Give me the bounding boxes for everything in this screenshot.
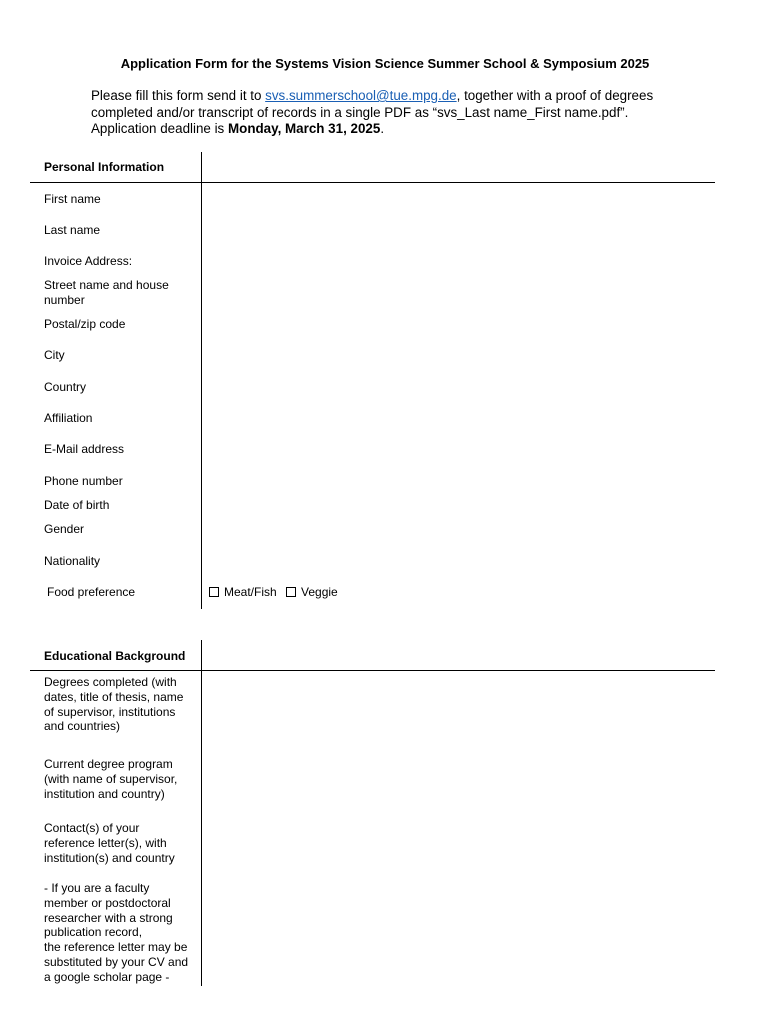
- current-line-3: institution and country): [44, 786, 165, 801]
- education-header-rule: [30, 670, 715, 671]
- label-reference-contacts: [44, 821, 175, 865]
- deadline-date: Monday, March 31, 2025: [227, 121, 381, 136]
- label-street: [44, 278, 169, 308]
- label-current-degree: [44, 757, 177, 801]
- note-line-2: member or postdoctoral: [44, 895, 171, 910]
- label-degrees-completed: [44, 675, 183, 734]
- veggie-label: Veggie: [301, 585, 338, 599]
- label-invoice-address: Invoice Address:: [44, 254, 133, 268]
- label-nationality: Nationality: [44, 554, 101, 568]
- contacts-line-2: reference letter(s), with: [44, 835, 167, 850]
- intro-suffix: , together with a proof of degrees: [456, 88, 654, 103]
- personal-header-rule: [30, 182, 715, 183]
- label-gender: Gender: [44, 522, 85, 536]
- label-postal-code: Postal/zip code: [44, 317, 126, 331]
- deadline-prefix: Application deadline is: [91, 121, 228, 136]
- label-affiliation: Affiliation: [44, 411, 93, 425]
- degrees-line-3: of supervisor, institutions: [44, 704, 176, 719]
- veggie-option[interactable]: [286, 585, 338, 599]
- veggie-checkbox[interactable]: [286, 587, 296, 597]
- label-country: Country: [44, 380, 87, 394]
- intro-line-2: completed and/or transcript of records in a single PDF as “svs_Last name_First name.pdf”.: [91, 104, 629, 120]
- contacts-line-3: institution(s) and country: [44, 850, 175, 865]
- contacts-line-1: Contact(s) of your: [44, 821, 140, 835]
- label-food-preference: Food preference: [47, 585, 136, 599]
- intro-line-3: [91, 121, 653, 138]
- email-link[interactable]: svs.summerschool@tue.mpg.de: [265, 88, 457, 103]
- intro-prefix: Please fill this form send it to: [91, 88, 266, 103]
- intro-line-1: [91, 88, 653, 105]
- label-date-of-birth: Date of birth: [44, 498, 110, 512]
- deadline-suffix: .: [380, 121, 385, 136]
- note-line-1: - If you are a faculty: [44, 881, 150, 895]
- label-street-line-2: number: [44, 292, 85, 307]
- personal-table-divider: [201, 152, 202, 609]
- label-street-line-1: Street name and house: [44, 278, 169, 292]
- label-email: E-Mail address: [44, 442, 125, 456]
- note-line-5: the reference letter may be: [44, 940, 188, 955]
- reference-note: [44, 881, 188, 985]
- education-table-divider: [201, 640, 202, 986]
- meat-fish-label: Meat/Fish: [224, 585, 277, 599]
- current-line-1: Current degree program: [44, 757, 173, 771]
- label-city: City: [44, 348, 65, 362]
- meat-fish-checkbox[interactable]: [209, 587, 219, 597]
- degrees-line-1: Degrees completed (with: [44, 675, 177, 689]
- label-first-name: First name: [44, 192, 101, 206]
- label-phone: Phone number: [44, 474, 123, 488]
- meat-fish-option[interactable]: [209, 585, 277, 599]
- note-line-7: a google scholar page -: [44, 969, 170, 984]
- education-header: Educational Background: [44, 649, 186, 663]
- note-line-6: substituted by your CV and: [44, 954, 189, 969]
- degrees-line-2: dates, title of thesis, name: [44, 689, 184, 704]
- personal-info-header: Personal Information: [44, 160, 165, 174]
- intro-text: [91, 88, 653, 138]
- label-last-name: Last name: [44, 223, 101, 237]
- form-title: Application Form for the Systems Vision Science Summer School & Symposium 2025: [120, 56, 650, 71]
- current-line-2: (with name of supervisor,: [44, 771, 178, 786]
- degrees-line-4: and countries): [44, 719, 121, 734]
- note-line-3: researcher with a strong: [44, 910, 173, 925]
- food-options: [209, 585, 338, 599]
- note-line-4: publication record,: [44, 925, 143, 940]
